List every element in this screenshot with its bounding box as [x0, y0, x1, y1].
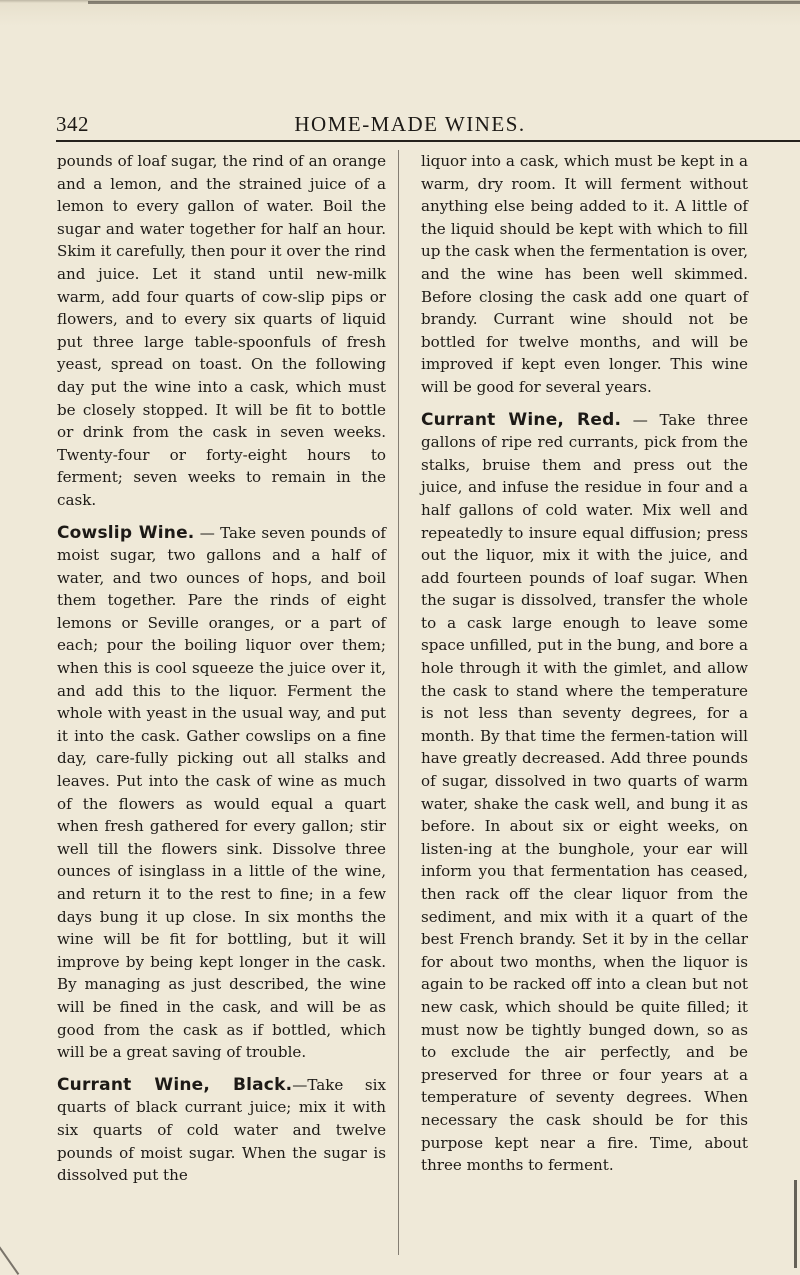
- recipe-body: — Take seven pounds of moist sugar, two gallons and a half of water, and two ounces of hops, and boil them together. Pare the rinds of eight lemons or Seville oranges, or a part of each; pour the boiling liquor over them; when this is cool squeeze the juice over it, and add this to the liquor. Ferment the whole with yeast in the usual way, and put it into the cask. Gather cowslips on a fine day, care-fully picking out all stalks and leaves. Put into the cask of wine as much of the flowers as would equal a quart when fresh gathered for every gallon; stir well till the flowers sink. Dissolve three ounces of isinglass in a little of the wine, and return it to the rest to fine; in a few days bung it up close. In six months the wine will be fit for bottling, but it will improve by being kept longer in the cask. By managing as just described, the wine will be fined in the cask, and will be as good from the cask as if bottled, which will be a great saving of trouble.: [57, 523, 386, 1062]
- recipe-cowslip-wine: [57, 522, 386, 1064]
- recipe-heading: Currant Wine, Red.: [421, 409, 622, 430]
- recipe-currant-wine-red: [421, 409, 748, 1177]
- corner-scratch-mark: [0, 1241, 19, 1275]
- recipe-heading: Cowslip Wine.: [57, 522, 195, 543]
- left-column: [57, 150, 386, 1187]
- header-rule: [56, 140, 800, 142]
- running-title: HOME-MADE WINES.: [294, 112, 526, 136]
- page-header: [56, 104, 764, 138]
- page-number: 342: [56, 112, 89, 136]
- recipe-currant-wine-black: [57, 1074, 386, 1187]
- column-divider: [398, 150, 399, 1255]
- paragraph-continued: pounds of loaf sugar, the rind of an orange and a lemon, and the strained juice of a lemon to every gallon of water. Boil the sugar and water together for half an hour. Skim it carefully, then pour it over the rind and juice. Let it stand until new-milk warm, add four quarts of cow-slip pips or flowers, and to every six quarts of liquid put three large table-spoonfuls of fresh yeast, spread on toast. On the following day put the wine into a cask, which must be closely stopped. It will be fit to bottle or drink from the cask in seven weeks. Twenty-four or forty-eight hours to ferment; seven weeks to remain in the cask.: [57, 152, 386, 509]
- recipe-body: — Take three gallons of ripe red currants, pick from the stalks, bruise them and press out the juice, and infuse the residue in four and a half gallons of cold water. Mix well and repeatedly to insure equal diffusion; press out the liquor, mix it with the juice, and add fourteen pounds of loaf sugar. When the sugar is dissolved, transfer the whole to a cask large enough to leave some space unfilled, put in the bung, and bore a hole through it with the gimlet, and allow the cask to stand where the temperature is not less than seventy degrees, for a month. By that time the fermen-tation will have greatly decreased. Add three pounds of sugar, dissolved in two quarts of warm water, shake the cask well, and bung it as before. In about six or eight weeks, on listen-ing at the bunghole, your ear will inform you that fermentation has ceased, then rack off the clear liquor from the sediment, and mix with it a quart of the best French brandy. Set it by in the cellar for about two months, when the liquor is again to be racked off into a clean but not new cask, which should be quite filled; it must now be tightly bunged down, so as to exclude the air perfectly, and be preserved for three or four years at a temperature of seventy degrees. When necessary the cask should be for this purpose kept near a fire. Time, about three months to ferment.: [421, 410, 748, 1175]
- right-column: [421, 150, 748, 1177]
- page-top-edge: [0, 0, 800, 26]
- recipe-body: —Take six quarts of black currant juice; mix it with six quarts of cold water and twelve pounds of moist sugar. When the sugar is dissolved put the: [57, 1075, 386, 1185]
- recipe-heading: Currant Wine, Black.: [57, 1074, 293, 1095]
- page-edge-mark: [794, 1180, 797, 1268]
- paragraph-continued: liquor into a cask, which must be kept in a warm, dry room. It will ferment without anything else being added to it. A little of the liquid should be kept with which to fill up the cask when the fermentation is over, and the wine has been well skimmed. Before closing the cask add one quart of brandy. Currant wine should not be bottled for twelve months, and will be improved if kept even longer. This wine will be good for several years.: [421, 152, 748, 396]
